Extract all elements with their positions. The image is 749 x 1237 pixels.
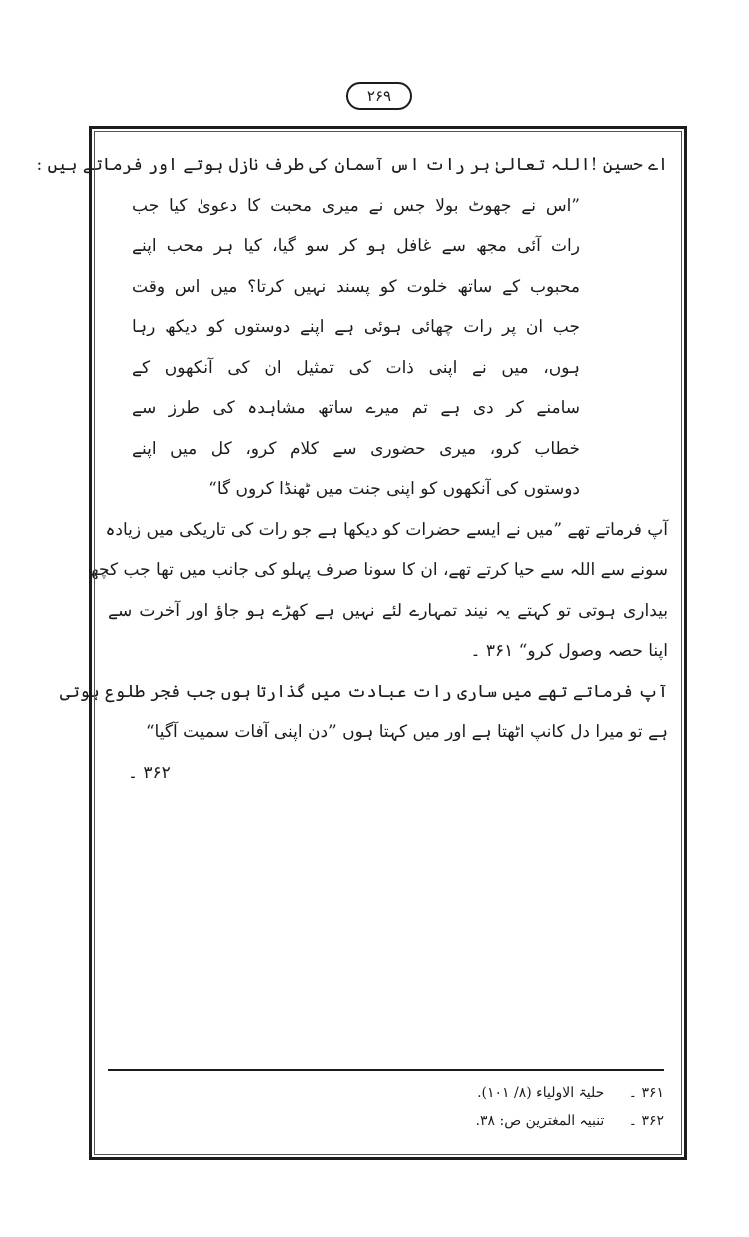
quote-line: جب ان پر رات چھائی ہوئی ہے اپنے دوستوں کو دیکھ رہا [132,317,580,337]
quote-line: ”اس نے جھوٹ بولا جس نے میری محبت کا دعویٰ کیا جب [132,195,580,216]
footnotes [108,1079,664,1135]
paragraph-line: ہے تو میرا دل کانپ اٹھتا ہے اور میں کہتا ہوں ”دن اپنی آفات سمیت آگیا“ [145,722,668,742]
main-text [36,145,668,793]
paragraph-line: اپنا حصہ وصول کرو“ ۳۶۱ ۔ [470,641,668,661]
paragraph-line: سونے سے اللہ سے حیا کرتے تھے، ان کا سونا صرف پہلو کی جانب میں تھا جب کچھ [88,560,668,580]
quote-line: محبوب کے ساتھ خلوت کو پسند نہیں کرتا؟ میں اس وقت [132,276,580,297]
page-number: ۲۶۹ [346,82,412,110]
quote-line: دوستوں کی آنکھوں کو اپنی جنت میں ٹھنڈا کروں گا“ [208,479,580,499]
paragraph-line: بیداری ہوتی تو کہتے یہ نیند تمہارے لئے نہیں ہے کھڑے ہو جاؤ اور آخرت سے [108,600,668,621]
footnote [108,1107,664,1135]
page-frame [36,126,687,1160]
footnote-text: تنبیہ المغترین ص: ۳۸. [475,1113,605,1129]
footnote-divider [108,1069,664,1071]
footnote-number: ۳۶۱ ۔ [628,1085,664,1101]
opening-line: اے حسین !اللہ تعالیٰ ہر رات اس آسمان کی طرف نازل ہوتے اور فرماتے ہیں : [36,155,668,175]
quote-line: رات آئی مجھ سے غافل ہو کر سو گیا، کیا ہر محب اپنے [132,236,580,256]
footnote-number: ۳۶۲ ۔ [628,1113,664,1129]
footnote-reference: ۳۶۲ ۔ [128,762,171,783]
paragraph-line: آپ فرماتے تھے میں ساری رات عبادت میں گذارتا ہوں جب فجر طلوع ہوتی [59,681,668,702]
quote-line: ہوں، میں نے اپنی ذات کی تمثیل ان کی آنکھوں کے [132,357,580,378]
footnote-text: حلیۃ الاولیاء (۸/ ۱۰۱). [477,1085,605,1101]
quote-line: خطاب کرو، میری حضوری سے کلام کرو، کل میں اپنے [132,438,580,459]
paragraph-line: آپ فرماتے تھے ”میں نے ایسے حضرات کو دیکھا ہے جو رات کی تاریکی میں زیادہ [105,519,668,540]
quote-line: سامنے کر دی ہے تم میرے ساتھ مشاہدہ کی طرز سے [132,398,580,418]
footnote [108,1079,664,1107]
